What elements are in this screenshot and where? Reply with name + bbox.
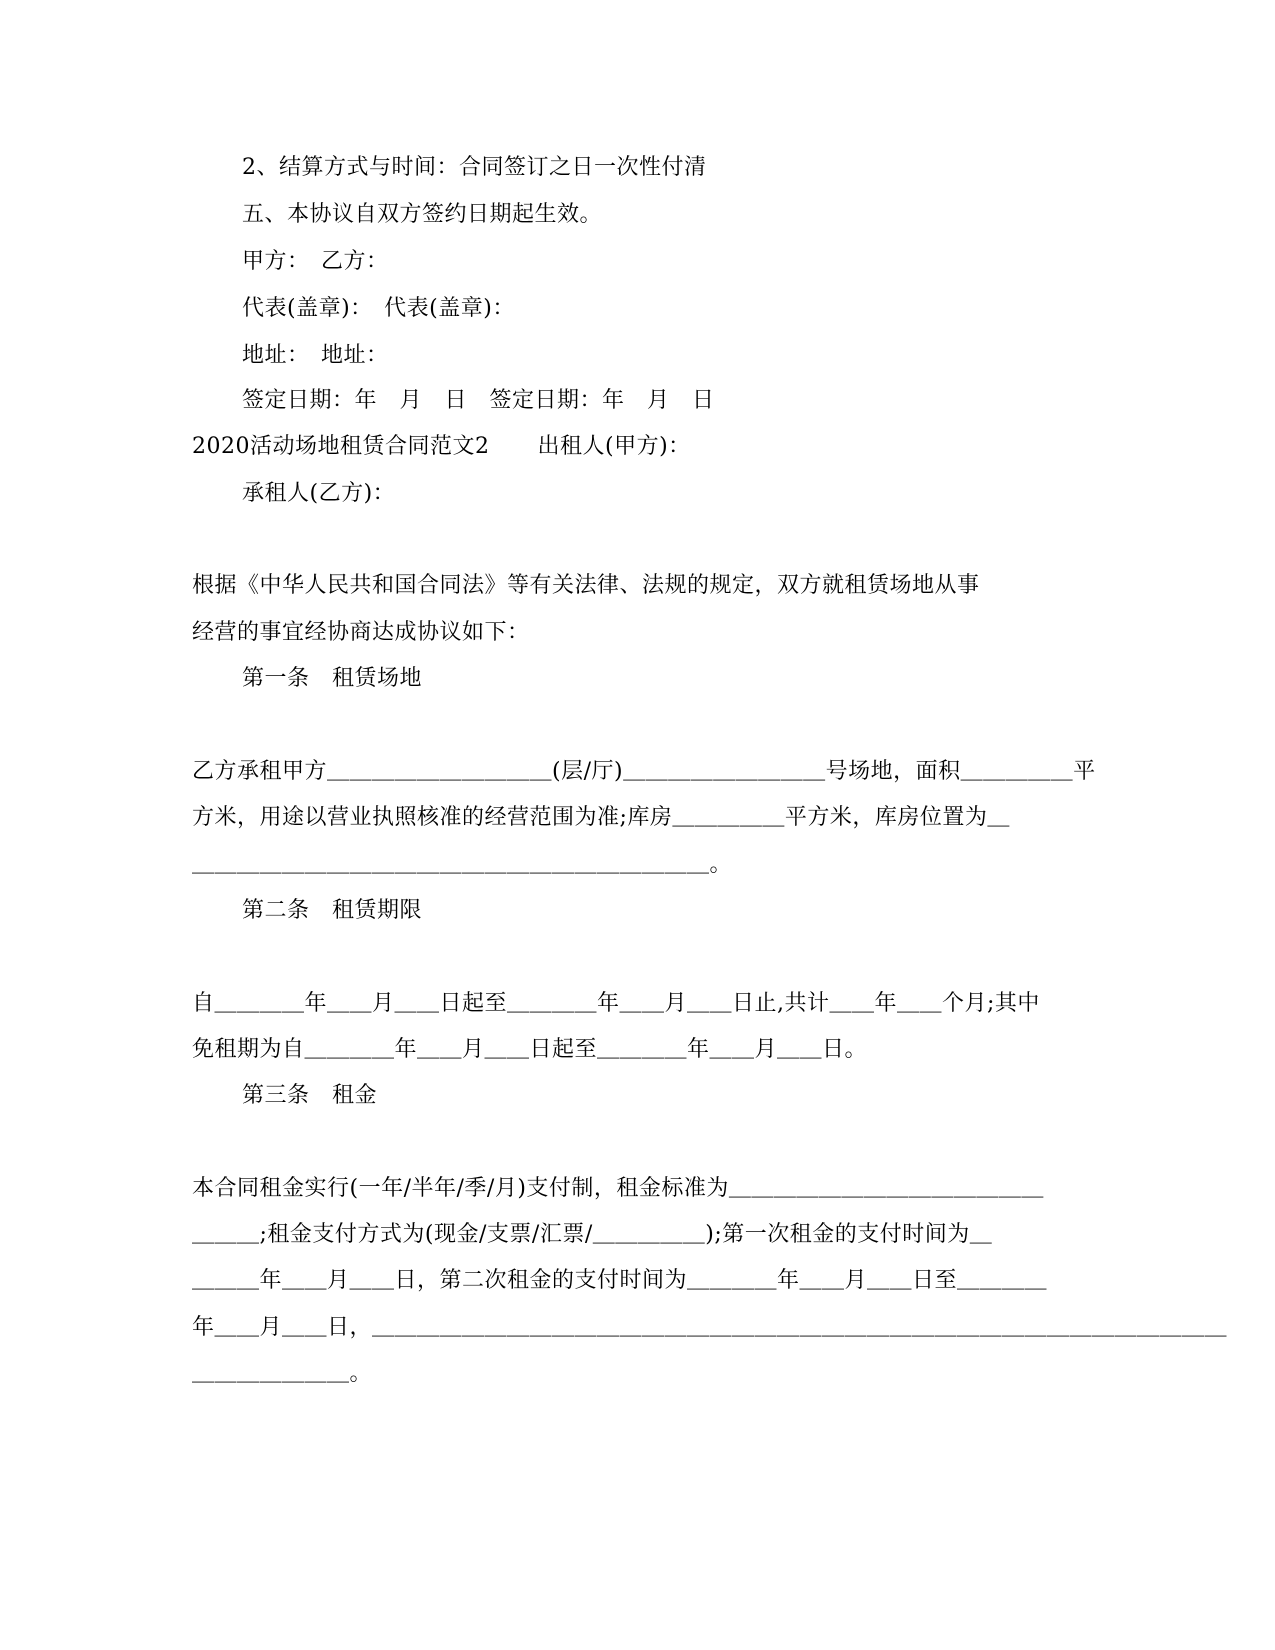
lessor-label: 出租人(甲方)： bbox=[537, 434, 691, 459]
representative-line: 代表(盖章)： 代表(盖章)： bbox=[242, 296, 515, 321]
article-3-line-3: ＿＿＿年＿＿月＿＿日，第二次租金的支付时间为＿＿＿＿年＿＿月＿＿日至＿＿＿＿ bbox=[192, 1268, 1048, 1293]
article-2-line-2: 免租期为自＿＿＿＿年＿＿月＿＿日起至＿＿＿＿年＿＿月＿＿日。 bbox=[192, 1037, 868, 1062]
contract-title: 2020活动场地租赁合同范文2 bbox=[192, 434, 490, 459]
party-line: 甲方： 乙方： bbox=[242, 249, 389, 274]
article-1-line-2: 方米，用途以营业执照核准的经营范围为准;库房＿＿＿＿＿平方米，库房位置为＿ bbox=[192, 805, 1010, 830]
preamble-line-2: 经营的事宜经协商达成协议如下： bbox=[192, 620, 530, 645]
effective-clause: 五、本协议自双方签约日期起生效。 bbox=[242, 202, 603, 227]
article-3-line-1: 本合同租金实行(一年/半年/季/月)支付制，租金标准为＿＿＿＿＿＿＿＿＿＿＿＿＿＿ bbox=[192, 1176, 1044, 1201]
address-line: 地址： 地址： bbox=[242, 343, 389, 368]
article-2-line-1: 自＿＿＿＿年＿＿月＿＿日起至＿＿＿＿年＿＿月＿＿日止,共计＿＿年＿＿个月;其中 bbox=[192, 991, 1040, 1016]
settlement-clause: 2、结算方式与时间：合同签订之日一次性付清 bbox=[242, 155, 707, 180]
lessee-label: 承租人(乙方)： bbox=[242, 481, 396, 506]
article-1-line-3: ＿＿＿＿＿＿＿＿＿＿＿＿＿＿＿＿＿＿＿＿＿＿＿。 bbox=[192, 852, 733, 877]
article-3-heading: 第三条 租金 bbox=[242, 1083, 378, 1108]
contract-title-line bbox=[192, 432, 691, 462]
article-1-line-1: 乙方承租甲方＿＿＿＿＿＿＿＿＿＿(层/厅)＿＿＿＿＿＿＿＿＿号场地，面积＿＿＿＿＿平 bbox=[192, 759, 1096, 784]
article-1-heading: 第一条 租赁场地 bbox=[242, 666, 423, 691]
article-3-line-4: 年＿＿月＿＿日，＿＿＿＿＿＿＿＿＿＿＿＿＿＿＿＿＿＿＿＿＿＿＿＿＿＿＿＿＿＿＿＿＿＿＿＿＿＿ bbox=[192, 1315, 1228, 1340]
signing-date-line: 签定日期：年 月 日 签定日期：年 月 日 bbox=[242, 388, 715, 413]
article-3-line-2: ＿＿＿;租金支付方式为(现金/支票/汇票/＿＿＿＿＿);第一次租金的支付时间为＿ bbox=[192, 1222, 993, 1247]
article-2-heading: 第二条 租赁期限 bbox=[242, 898, 423, 923]
article-3-line-5: ＿＿＿＿＿＿＿。 bbox=[192, 1361, 373, 1386]
preamble-line-1: 根据《中华人民共和国合同法》等有关法律、法规的规定，双方就租赁场地从事 bbox=[192, 573, 980, 598]
